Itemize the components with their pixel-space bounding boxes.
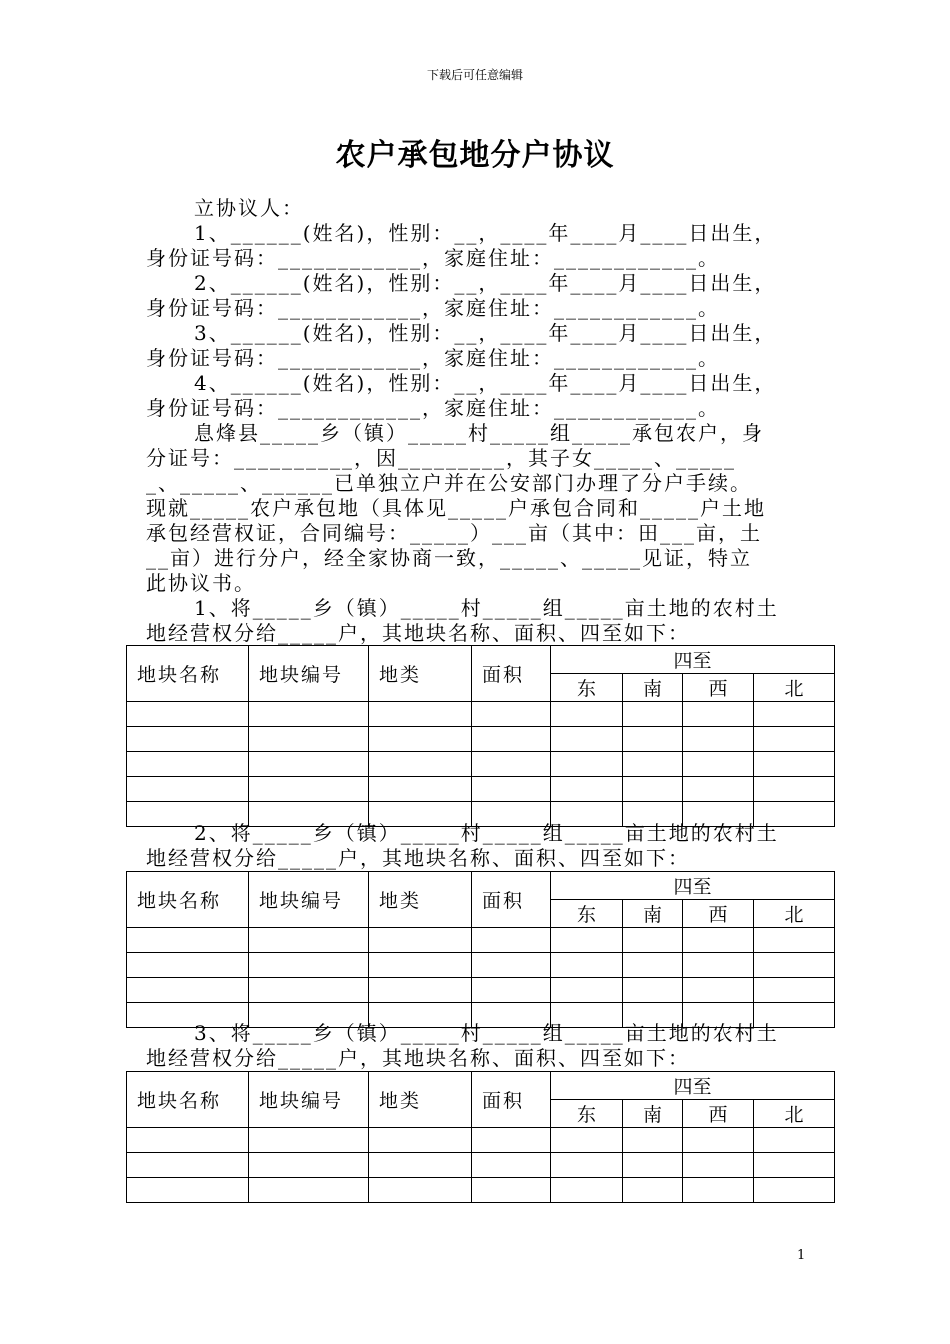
table-cell [623,777,683,802]
table-cell [754,752,835,777]
table-cell [623,978,683,1003]
intro-line: 分证号：__________，因_________，其子女_____、_____ [146,446,736,470]
table-cell [754,978,835,1003]
col-header-name: 地块名称 [127,646,249,702]
land-table-1 [126,645,835,827]
table-cell [369,727,472,752]
intro-line: 息烽县_____乡（镇）_____村_____组_____承包农户，身 [194,421,764,445]
table-cell [754,1128,835,1153]
section-2-text [146,821,779,846]
table-cell [683,1153,754,1178]
table-cell [249,953,369,978]
intro-text [146,196,810,596]
table-header-row [127,872,835,900]
col-header-type: 地类 [369,872,472,928]
table-row [127,727,835,752]
col-header-name: 地块名称 [127,1072,249,1128]
col-header-type: 地类 [369,1072,472,1128]
table-cell [127,1153,249,1178]
intro-line: 身份证号码：____________，家庭住址：____________。 [146,346,720,370]
intro-line: 1、______(姓名)，性别：__，____年____月____日出生， [194,221,777,245]
table-cell [623,1153,683,1178]
table-cell [623,752,683,777]
table-cell [754,702,835,727]
table-cell [551,1178,623,1203]
table-cell [472,752,551,777]
col-header-east: 东 [551,674,623,702]
land-table-3 [126,1071,835,1203]
table-cell [127,702,249,727]
table-cell [472,702,551,727]
section-2-text-2 [146,846,690,871]
table-cell [551,752,623,777]
col-header-area: 面积 [472,872,551,928]
table-cell [249,727,369,752]
table-cell [369,702,472,727]
table-cell [683,978,754,1003]
section-1-text-2 [146,621,690,646]
intro-line: 4、______(姓名)，性别：__，____年____月____日出生， [194,371,777,395]
col-header-west: 西 [683,1100,754,1128]
col-header-number: 地块编号 [249,1072,369,1128]
table-cell [623,953,683,978]
table-row [127,1128,835,1153]
table-cell [127,928,249,953]
col-header-east: 东 [551,900,623,928]
table-cell [127,953,249,978]
col-header-area: 面积 [472,646,551,702]
table-cell [369,928,472,953]
table-cell [249,1153,369,1178]
table-cell [127,1128,249,1153]
table-cell [369,1178,472,1203]
section-1-line-1: 1、将_____乡（镇）_____村_____组_____亩土地的农村土 [194,596,779,620]
land-table-2 [126,871,835,1028]
table-cell [754,1178,835,1203]
table-cell [127,1178,249,1203]
table-cell [683,1128,754,1153]
table-header-row [127,646,835,674]
table-row [127,1153,835,1178]
table-cell [623,928,683,953]
table-row [127,752,835,777]
table-cell [249,702,369,727]
table-cell [369,752,472,777]
col-header-name: 地块名称 [127,872,249,928]
table-cell [754,777,835,802]
table-cell [754,953,835,978]
table-cell [249,1178,369,1203]
table-cell [369,1128,472,1153]
col-header-area: 面积 [472,1072,551,1128]
table-cell [127,978,249,1003]
col-header-south: 南 [623,900,683,928]
table-cell [369,1153,472,1178]
intro-line: __亩）进行分户，经全家协商一致，_____、_____见证，特立 [146,546,752,570]
table-cell [472,1153,551,1178]
intro-line: 身份证号码：____________，家庭住址：____________。 [146,246,720,270]
table-cell [551,702,623,727]
col-header-type: 地类 [369,646,472,702]
table-cell [472,777,551,802]
col-header-boundaries: 四至 [551,646,835,674]
intro-line: 立协议人： [194,196,304,220]
table-row [127,928,835,953]
table-cell [551,727,623,752]
table-cell [127,777,249,802]
col-header-west: 西 [683,674,754,702]
table-cell [249,1128,369,1153]
table-cell [369,978,472,1003]
section-2-line-2: 地经营权分给_____户，其地块名称、面积、四至如下： [146,846,690,870]
col-header-number: 地块编号 [249,872,369,928]
table-cell [683,752,754,777]
table-row [127,702,835,727]
table-cell [551,953,623,978]
section-1-text [146,596,779,621]
table-cell [472,928,551,953]
table-cell [551,1128,623,1153]
intro-line: 现就_____农户承包地（具体见_____户承包合同和_____户土地 [146,496,766,520]
table-cell [683,702,754,727]
intro-line: 身份证号码：____________，家庭住址：____________。 [146,396,720,420]
intro-line: 3、______(姓名)，性别：__，____年____月____日出生， [194,321,777,345]
section-3-text [146,1021,779,1046]
table-cell [551,928,623,953]
table-row [127,1178,835,1203]
header-note: 下载后可任意编辑 [426,68,523,82]
section-3-line-2: 地经营权分给_____户，其地块名称、面积、四至如下： [146,1046,690,1070]
table-cell [754,1153,835,1178]
col-header-north: 北 [754,674,835,702]
col-header-west: 西 [683,900,754,928]
intro-line: 身份证号码：____________，家庭住址：____________。 [146,296,720,320]
intro-line: _、_____、______已单独立户并在公安部门办理了分户手续。 [146,471,752,495]
table-cell [754,928,835,953]
table-cell [369,777,472,802]
table-cell [551,777,623,802]
table-cell [472,727,551,752]
table-cell [249,752,369,777]
table-cell [754,727,835,752]
section-2-line-1: 2、将_____乡（镇）_____村_____组_____亩土地的农村土 [194,821,779,845]
table-header-row [127,1072,835,1100]
table-cell [683,953,754,978]
section-3-line-1: 3、将_____乡（镇）_____村_____组_____亩土地的农村土 [194,1021,779,1045]
table-cell [683,777,754,802]
col-header-east: 东 [551,1100,623,1128]
table-cell [472,978,551,1003]
table-cell [249,978,369,1003]
intro-line: 承包经营权证，合同编号：_____）___亩（其中：田___亩，土 [146,521,762,545]
table-cell [623,1128,683,1153]
table-row [127,953,835,978]
col-header-boundaries: 四至 [551,872,835,900]
table-cell [472,953,551,978]
table-row [127,777,835,802]
table-cell [127,727,249,752]
section-3-text-2 [146,1046,690,1071]
table-cell [127,752,249,777]
col-header-south: 南 [623,1100,683,1128]
table-cell [249,928,369,953]
section-1-line-2: 地经营权分给_____户，其地块名称、面积、四至如下： [146,621,690,645]
col-header-number: 地块编号 [249,646,369,702]
table-cell [472,1178,551,1203]
table-cell [623,727,683,752]
table-cell [551,978,623,1003]
page-number: 1 [797,1248,806,1263]
col-header-boundaries: 四至 [551,1072,835,1100]
col-header-north: 北 [754,1100,835,1128]
table-cell [249,777,369,802]
intro-line: 此协议书。 [146,571,256,595]
table-cell [683,727,754,752]
intro-line: 2、______(姓名)，性别：__，____年____月____日出生， [194,271,777,295]
table-cell [472,1128,551,1153]
table-cell [623,1178,683,1203]
table-cell [623,702,683,727]
table-cell [683,1178,754,1203]
table-cell [369,953,472,978]
page-title: 农户承包地分户协议 [335,138,615,173]
col-header-south: 南 [623,674,683,702]
col-header-north: 北 [754,900,835,928]
table-row [127,978,835,1003]
table-cell [683,928,754,953]
table-cell [551,1153,623,1178]
